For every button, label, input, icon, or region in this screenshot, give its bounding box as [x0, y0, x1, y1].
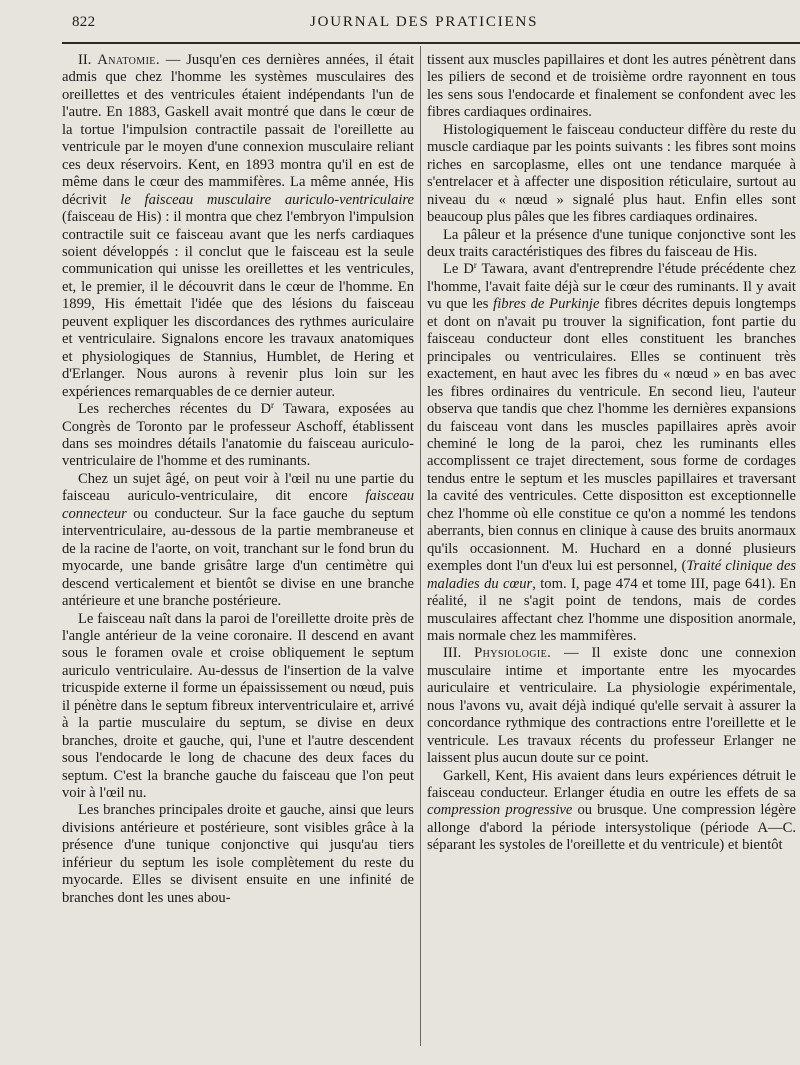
left-column	[62, 52, 414, 1057]
section-number: II.	[78, 52, 92, 68]
page-header	[0, 0, 800, 40]
header-rule	[62, 42, 800, 44]
tawara-paragraph: Les recherches récentes du $D^r$ Tawara, exposées au Congrès de Toronto par le professeur Aschoff, établissent dans ses moindres détails l'anatomie du faisceau auriculo-ventriculaire de l'homme et des ruminants.	[62, 400, 414, 470]
purkinje-paragraph: Le $D^r$ Tawara, avant d'entreprendre l'étude précédente chez l'homme, l'avait faite déjà sur le cœur des ruminants. Il y avait vu que les fibres de Purkinje fibres décrites depuis longtemps et dont on n'avait pu trouver la signification, font partie du faisceau conducteur dont elles constituent les branches principales ou ventriculaires. Elles se continuent très exactement, en haut avec les fibres du « nœud » en bas avec les fibres ordinaires du ventricule. En second lieu, l'auteur observa que tandis que chez l'homme les dernières expansions du faisceau vont dans les muscles papillaires après avoir cheminé le long de la paroi, chez les ruminants elles accomplissent ce trajet directement, sous forme de cordages tendus entre le septum et les muscles papillaires et traversant la cavité des ventricules. Cette dispositton est exceptionnelle chez l'homme où elle constitue ce qu'on a nommé les tendons aberrants, bien connus en clinique à cause des bruits anormaux qu'ils occasionnent. M. Huchard en a donné plusieurs exemples dont l'un d'eux lui est personnel, (Traité clinique des maladies du cœur, tom. I, page 474 et tome III, page 641). En réalité, il ne s'agit point de tendons, mais de cordes musculaires affectant chez l'homme une disposition anormale, mais normale chez les mammifères.	[427, 260, 796, 644]
branches-paragraph: Les branches principales droite et gauche, ainsi que leurs divisions antérieure et postérieure, sont visibles grâce à la présence d'une tunique conjonctive qui jusqu'au tiers inférieur du septum les isole complètement du reste du myocarde. Elles se divisent ensuite en une infinité de branches dont les unes abou-	[62, 802, 414, 906]
physiologie-paragraph: III. Physiologie. — Il existe donc une connexion musculaire intime et importante entre les myocardes auriculaire et ventriculaire. La physiologie expérimentale, nous l'avons vu, avait déjà indiqué qu'elle servait à assurer la concordance rythmique des contractions entre l'oreillette et le ventricule. Les travaux récents du professeur Erlanger ne laissent plus aucun doute sur ce point.	[427, 645, 796, 767]
pallor-paragraph: La pâleur et la présence d'une tunique conjonctive sont les deux traits caractéristiques des fibres du faisceau de His.	[427, 226, 796, 260]
observation-paragraph: Chez un sujet âgé, on peut voir à l'œil nu une partie du faisceau auriculo-ventriculaire, dit encore faisceau connecteur ou conducteur. Sur la face gauche du septum interventriculaire, au-dessous de la partie membraneuse et de la racine de l'aorte, on voit, tranchant sur le fond brun du myocarde, une bande grisâtre large d'un centimètre qui descend verticalement et bientôt se divise en une branche antérieure et une branche postérieure.	[62, 470, 414, 610]
section-heading-physiologie: Physiologie.	[474, 645, 552, 662]
section-number: III.	[443, 645, 462, 662]
italic-term: compression progressive	[427, 802, 573, 819]
italic-citation: Traité clinique des maladies du cœur	[427, 558, 796, 592]
histology-paragraph: Histologiquement le faisceau conducteur diffère du reste du muscle cardiaque par les points suivants : les fibres sont moins riches en sarcoplasme, elles ont une tendance marquée à s'entrelacer et à affecter une disposition réticulaire, surtout au niveau du « nœud » signalé plus haut. Enfin elles sont beaucoup plus pâles que les fibres cardiaques ordinaires.	[427, 121, 796, 226]
continued-paragraph: tissent aux muscles papillaires et dont les autres pénètrent dans les piliers de second et de troisième ordre rayonnent en tous les sens sous l'endocarde et finalement se confondent avec les fibres cardiaques ordinaires.	[427, 52, 796, 121]
origin-paragraph: Le faisceau naît dans la paroi de l'oreillette droite près de l'angle antérieur de la veine coronaire. Il descend en avant sous le foramen ovale et croise obliquement le septum auriculo ventriculaire. Au-dessus de l'insertion de la valve tricuspide externe il forme un épaississement ou nœud, puis il pénètre dans le septum fibreux interventriculaire et, arrivé à la partie musculaire du septum, se divise en deux branches, droite et gauche, qui, l'une et l'autre descendent sous l'endocarde le long de chacune des deux faces du septum. C'est la branche gauche du faisceau que l'on peut voir à l'œil nu.	[62, 610, 414, 802]
journal-title: JOURNAL DES PRATICIENS	[310, 14, 539, 30]
italic-term: faisceau connecteur	[62, 488, 414, 522]
italic-term: le faisceau musculaire auriculo-ventriculaire	[120, 191, 414, 208]
anatomie-paragraph: II. Anatomie. — Jusqu'en ces dernières années, il était admis que chez l'homme les systèmes musculaires des oreillettes et des ventricules étaient indépendants l'un de l'autre. En 1883, Gaskell avait montré que dans le cœur de la tortue l'impulsion contractile passait de l'oreillette au ventricule par le moyen d'une connexion musculaire reliant ces deux réservoirs. Kent, en 1893 montra qu'il en est de même dans le cœur des mammifères. La même année, His décrivit le faisceau musculaire auriculo-ventriculaire (faisceau de His) : il montra que chez l'embryon l'impulsion contractile suit ce faisceau avant que les nerfs cardiaques soient développés : il conclut que le faisceau est la seule communication qui unisse les oreillettes et les ventricules, et, le premier, il le découvrit dans le cœur de l'homme. En 1899, His émettait l'idée que des lésions du faisceau peuvent expliquer les discordances des rythmes auriculaire et ventriculaire. Signalons encore les travaux anatomiques et physiologiques de Stannius, Humblet, de Hering et d'Erlanger. Nous aurons à revenir plus loin sur les expériences remarquables de ce dernier auteur.	[62, 52, 414, 400]
erlanger-paragraph: Garkell, Kent, His avaient dans leurs expériences détruit le faisceau conducteur. Erlanger étudia en outre les effets de sa compression progressive ou brusque. Une compression légère allonge d'abord la période intersystolique (période A—C. séparant les systoles de l'oreillette et du ventricule) et bientôt	[427, 767, 796, 854]
right-column	[427, 52, 796, 1057]
column-divider	[420, 46, 421, 1046]
page-number: 822	[72, 14, 96, 30]
section-heading-anatomie: Anatomie.	[97, 52, 160, 68]
italic-term: fibres de Purkinje	[493, 296, 600, 313]
